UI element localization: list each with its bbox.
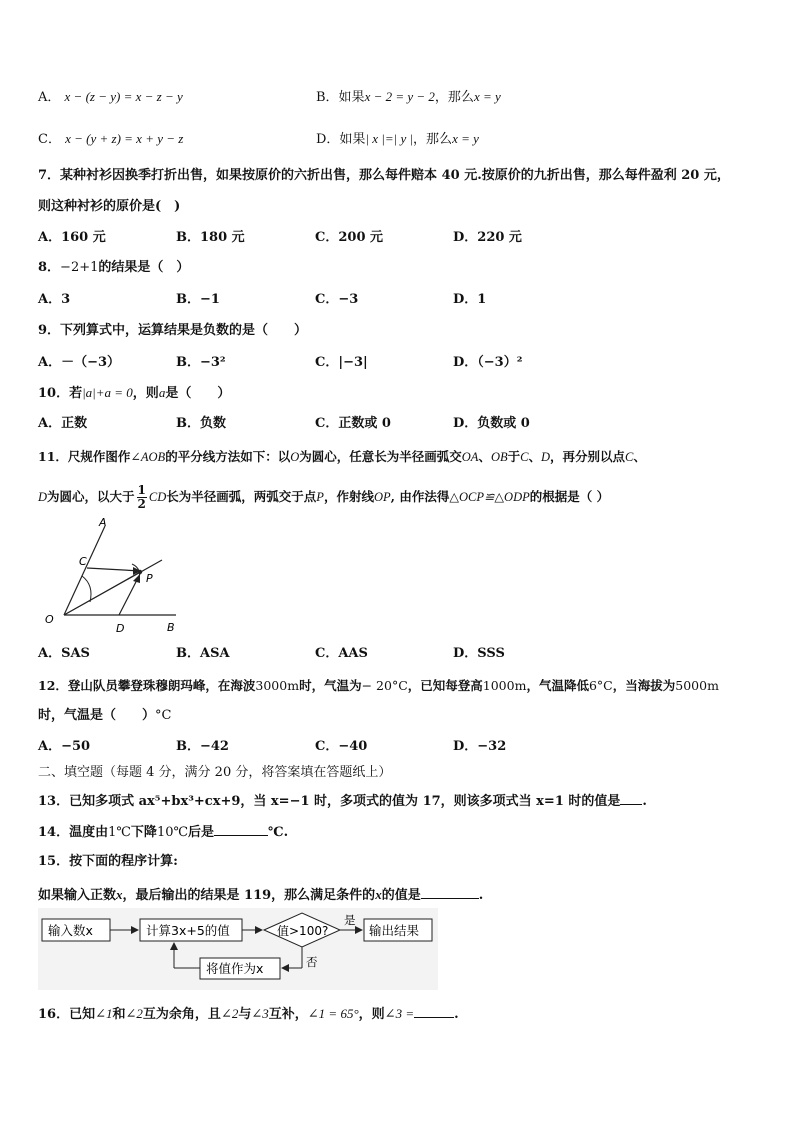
question-text: ，已知每登高: [407, 678, 483, 693]
math-expression: ∠2: [125, 1006, 143, 1021]
flow-assign-label: 将值作为x: [206, 961, 264, 976]
question-text: 如果输入正数: [38, 888, 117, 903]
question-text: 后是: [188, 825, 215, 840]
q12-option-c: C．−40: [315, 739, 368, 754]
question-text: 的值是: [381, 888, 421, 903]
q15-stem: 15．按下面的程序计算:: [38, 854, 178, 869]
math-variable: D: [540, 450, 551, 464]
question-text: 13．已知多项式 ax⁵+bx³+cx+9，当 x=−1 时，多项式的值为 17，则该多项式当 x=1 时的值是: [38, 794, 621, 809]
question-text: 的根据是（ ）: [529, 489, 610, 504]
q12-option-a: A．−50: [38, 739, 91, 754]
fraction-numerator: 1: [137, 483, 146, 497]
question-text: 的平分线方法如下：以: [165, 449, 291, 464]
question-text: ，则: [358, 1007, 385, 1022]
q9-option-b: B．−3²: [176, 355, 226, 370]
q6-option-b: [316, 88, 501, 107]
question-text: 与: [238, 1007, 252, 1022]
ray-oa: [64, 526, 105, 615]
math-variable: CD: [148, 490, 167, 504]
question-text: .: [454, 1007, 459, 1022]
flow-no-label: 否: [306, 955, 318, 969]
flow-decision-label: 值>100?: [277, 924, 329, 938]
math-value: 1000m: [482, 678, 527, 693]
math-expression: ∠AOB: [130, 450, 166, 464]
fraction-denominator: 2: [137, 497, 146, 511]
q10-option-d: D．负数或 0: [453, 416, 530, 431]
math-variable: C: [520, 450, 529, 464]
math-expression: | x |=| y |: [365, 131, 414, 146]
math-variable: O: [290, 450, 300, 464]
q11-stem-line2: [38, 482, 609, 512]
arc-cd: [82, 576, 91, 602]
math-variable: C: [625, 450, 634, 464]
question-number: 10．若: [38, 386, 83, 401]
point-p: [138, 570, 142, 574]
question-text: 16．已知: [38, 1007, 96, 1022]
question-text: 是（ ）: [165, 386, 231, 401]
question-text: 、: [528, 449, 541, 464]
option-text: ，那么: [413, 132, 453, 147]
math-expression: x − 2 = y − 2: [364, 89, 435, 104]
q10-option-a: A．正数: [38, 416, 88, 431]
math-variable: D: [38, 490, 48, 504]
flow-yes-label: 是: [344, 913, 356, 927]
q8-option-d: D．1: [453, 292, 487, 307]
q11-stem-line1: [38, 448, 646, 466]
q7-option-a: A．160 元: [38, 230, 106, 245]
question-text: ，当海拔为: [612, 678, 676, 693]
question-text: ℃.: [268, 825, 289, 840]
math-variable: x: [116, 887, 123, 902]
label-a: A: [99, 516, 107, 529]
math-value: 6°C: [588, 678, 613, 693]
q8-option-c: C．−3: [315, 292, 359, 307]
question-text: 的结果是（ ）: [98, 260, 190, 275]
fraction: [137, 484, 147, 511]
q12-option-b: B．−42: [176, 739, 229, 754]
q8-option-a: A．3: [38, 292, 71, 307]
math-expression: x − (z − y) = x − z − y: [64, 89, 183, 104]
question-text: , 由作法得: [390, 489, 450, 504]
answer-blank[interactable]: [421, 884, 479, 899]
option-text: ，那么: [434, 90, 474, 105]
unit: °C: [155, 708, 172, 723]
q12-stem-line1: [38, 677, 719, 695]
math-variable: OP: [373, 490, 391, 504]
math-expression: ∠2: [220, 1006, 239, 1021]
question-text: 为圆心，任意长为半径画弧交: [299, 449, 462, 464]
label-c: C: [79, 555, 87, 568]
question-text: 和: [112, 1007, 126, 1022]
question-text: 为圆心，以大于: [47, 489, 135, 504]
q6-option-c: [38, 130, 183, 149]
math-expression: ∠1 = 65°: [307, 1006, 359, 1021]
segment-op: [64, 572, 140, 615]
q12-stem-line2: [38, 707, 171, 725]
q14-stem: [38, 821, 288, 842]
q9-option-a: A．－（−3）: [38, 355, 121, 370]
math-expression: |a|+a = 0: [82, 385, 133, 400]
q13-stem: [38, 790, 647, 811]
question-text: 、: [633, 449, 646, 464]
question-text: ，气温降低: [526, 678, 589, 693]
option-label: C．: [38, 132, 61, 147]
math-value: 10℃: [156, 825, 189, 840]
question-text: 互为余角，且: [142, 1007, 221, 1022]
math-expression: ∠3 =: [384, 1006, 415, 1021]
q6-option-a: [38, 88, 183, 107]
math-expression: ∠3: [251, 1006, 269, 1021]
flow-output-label: 输出结果: [369, 923, 420, 938]
math-variable: x: [375, 887, 382, 902]
math-value: − 20°C: [361, 678, 408, 693]
flow-compute-label: 计算3x+5的值: [146, 923, 230, 938]
q11-option-b: B．ASA: [176, 646, 230, 661]
question-text: ，作射线: [323, 489, 374, 504]
question-text: ，最后输出的结果是 119，那么满足条件的: [122, 888, 376, 903]
answer-blank[interactable]: [414, 1003, 454, 1018]
option-label: A．: [38, 90, 61, 105]
math-value: 5000m: [675, 678, 719, 693]
question-text: 时，气温是（ ）: [38, 708, 156, 723]
question-text: ，再分别以点: [550, 449, 626, 464]
q6-option-d: [316, 130, 479, 149]
q8-stem: [38, 259, 189, 277]
q15-stem-line2: [38, 884, 483, 905]
question-text: 11．尺规作图作: [38, 449, 131, 464]
question-text: 长为半径画弧，两弧交于点: [166, 489, 317, 504]
q10-option-c: C．正数或 0: [315, 416, 391, 431]
q16-stem: [38, 1003, 459, 1024]
math-variable: OB: [490, 450, 508, 464]
label-d: D: [116, 622, 125, 635]
question-text: 、: [478, 449, 491, 464]
math-variable: a: [158, 385, 166, 400]
math-expression: ∠1: [95, 1006, 113, 1021]
q10-stem: [38, 384, 230, 403]
q7-option-d: D．220 元: [453, 230, 522, 245]
math-expression: −2+1: [60, 260, 99, 275]
label-o: O: [45, 613, 54, 626]
question-text: .: [478, 888, 484, 903]
question-text: ，则: [132, 386, 159, 401]
q11-option-a: A．SAS: [38, 646, 90, 661]
q7-option-c: C．200 元: [315, 230, 384, 245]
question-text: .: [642, 794, 647, 809]
section-heading: 二、填空题（每题 4 分，满分 20 分，将答案填在答题纸上）: [38, 765, 392, 780]
angle-bisector-figure: [40, 512, 190, 637]
math-expression: x = y: [473, 89, 501, 104]
option-label: B．如果: [316, 90, 365, 105]
math-value: 1℃: [108, 825, 131, 840]
flow-input-label: 输入数x: [48, 923, 93, 938]
answer-blank[interactable]: [620, 790, 642, 805]
q7-stem-line2: 则这种衬衫的原价是( ): [38, 199, 181, 214]
q9-option-d: D．（−3）²: [453, 355, 523, 370]
q7-option-b: B．180 元: [176, 230, 245, 245]
q11-option-c: C．AAS: [315, 646, 368, 661]
q12-option-d: D．−32: [453, 739, 507, 754]
q10-option-b: B．负数: [176, 416, 226, 431]
math-value: 3000m: [255, 678, 300, 693]
question-number: 8．: [38, 260, 61, 275]
math-variable: OA: [461, 450, 479, 464]
option-label: D．如果: [316, 132, 366, 147]
math-expression: x = y: [452, 131, 479, 146]
label-p: P: [146, 572, 153, 585]
question-text: 12．登山队员攀登珠穆朗玛峰，在海波: [38, 678, 256, 693]
q7-stem-line1: 7．某种衬衫因换季打折出售，如果按原价的六折出售，那么每件赔本 40 元.按原价的九折出售，那么每件盈利 20 元，: [38, 168, 730, 183]
program-flowchart: [38, 908, 438, 990]
math-expression: △OCP≌△ODP: [449, 490, 530, 504]
question-text: 下降: [130, 825, 157, 840]
math-variable: P: [316, 490, 324, 504]
question-text: 时，气温为: [299, 678, 362, 693]
answer-blank[interactable]: [214, 821, 268, 836]
q9-option-c: C．|−3|: [315, 355, 368, 370]
question-text: 14．温度由: [38, 825, 109, 840]
q11-option-d: D．SSS: [453, 646, 505, 661]
q9-stem: 9．下列算式中，运算结果是负数的是（ ）: [38, 323, 308, 338]
question-text: 互补，: [268, 1007, 308, 1022]
label-b: B: [167, 621, 175, 634]
question-text: 于: [507, 449, 521, 464]
math-expression: x − (y + z) = x + y − z: [65, 131, 184, 146]
segment-cp: [87, 568, 141, 571]
q8-option-b: B．−1: [176, 292, 220, 307]
